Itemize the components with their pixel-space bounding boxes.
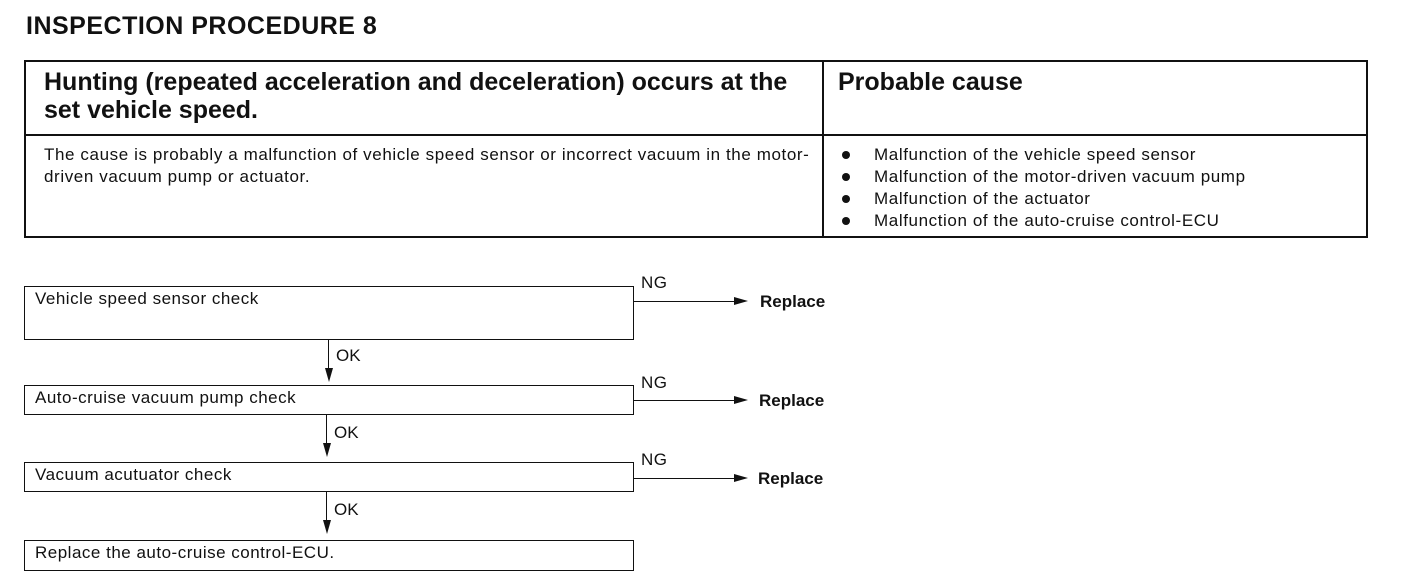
probable-cause-list [838,144,1246,232]
ok-label: OK [334,423,359,442]
page-title: INSPECTION PROCEDURE 8 [26,12,378,40]
ng-connector [634,478,736,479]
cause-text: Malfunction of the vehicle speed sensor [874,145,1197,164]
list-item [838,166,1246,188]
ok-connector [326,415,327,445]
arrow-right-icon [734,474,748,482]
ng-connector [634,400,736,401]
probable-cause-header: Probable cause [838,68,1023,96]
list-item [838,188,1246,210]
ng-label: NG [641,373,668,392]
symptom-table [24,60,1368,238]
flow-step-vacuum-pump-check: Auto-cruise vacuum pump check [24,385,634,415]
arrow-down-icon [323,443,331,457]
cause-text: Malfunction of the motor-driven vacuum pump [874,167,1246,186]
symptom-description: The cause is probably a malfunction of vehicle speed sensor or incorrect vacuum in the motor-driven vacuum pump or actuator. [44,145,810,186]
bullet-icon [842,195,850,203]
arrow-down-icon [323,520,331,534]
cause-text: Malfunction of the actuator [874,189,1091,208]
replace-action: Replace [760,292,826,311]
ng-label: NG [641,273,668,292]
ok-connector [328,340,329,370]
list-item [838,210,1246,232]
symptom-header: Hunting (repeated acceleration and deceleration) occurs at the set vehicle speed. [44,68,788,124]
arrow-down-icon [325,368,333,382]
cause-text: Malfunction of the auto-cruise control-ECU [874,211,1220,230]
ok-connector [326,492,327,522]
table-divider-vertical [822,62,824,236]
flow-step-replace-ecu: Replace the auto-cruise control-ECU. [24,540,634,571]
replace-action: Replace [758,469,824,488]
bullet-icon [842,151,850,159]
arrow-right-icon [734,396,748,404]
ok-label: OK [336,346,361,365]
ng-label: NG [641,450,668,469]
table-divider-horizontal [26,134,1366,136]
ok-label: OK [334,500,359,519]
ng-connector [634,301,736,302]
bullet-icon [842,217,850,225]
replace-action: Replace [759,391,825,410]
bullet-icon [842,173,850,181]
flow-step-speed-sensor-check: Vehicle speed sensor check [24,286,634,340]
list-item [838,144,1246,166]
arrow-right-icon [734,297,748,305]
flow-step-actuator-check: Vacuum acutuator check [24,462,634,492]
